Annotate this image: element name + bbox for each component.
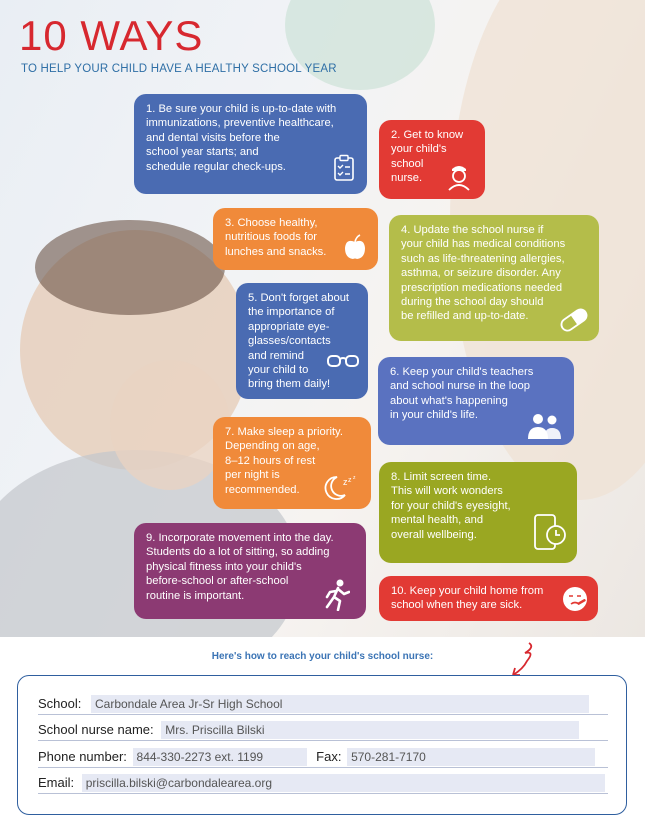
school-label: School: xyxy=(38,696,82,711)
people-icon xyxy=(526,413,564,439)
svg-text:z: z xyxy=(343,477,348,487)
divider xyxy=(38,767,608,768)
running-person-icon xyxy=(324,579,350,611)
tip-card-9 xyxy=(134,523,366,619)
tip-text-3: 3. Choose healthy, nutritious foods for lunches and snacks. xyxy=(225,217,327,258)
nurse-label: School nurse name: xyxy=(38,722,154,737)
glasses-icon xyxy=(326,353,360,369)
tip-text-1: 1. Be sure your child is up-to-date with immunizations, preventive healthcare, and dental visits before the school year starts; and schedule regular check-ups. xyxy=(146,103,337,173)
page-subtitle: TO HELP YOUR CHILD HAVE A HEALTHY SCHOOL YEAR xyxy=(21,63,337,75)
background-boy-hair-shape xyxy=(35,220,225,315)
background-hand-shape xyxy=(110,360,230,490)
tip-text-5: 5. Don't forget about the importance of appropriate eye- glasses/contacts and remind your child to bring them daily! xyxy=(248,292,350,391)
tip-text-2: 2. Get to know your child's school nurse. xyxy=(391,129,464,185)
apple-icon xyxy=(344,234,366,260)
divider xyxy=(38,714,608,715)
tip-card-6 xyxy=(378,357,574,445)
tip-text-6: 6. Keep your child's teachers and school nurse in the loop about what's happening in your child's life. xyxy=(390,366,534,422)
divider xyxy=(38,793,608,794)
school-row xyxy=(38,695,589,713)
contact-heading: Here's how to reach your child's school nurse: xyxy=(211,651,434,662)
nurse-name-field[interactable]: Mrs. Priscilla Bilski xyxy=(161,721,579,739)
tip-card-5 xyxy=(236,283,368,399)
nurse-icon xyxy=(447,161,471,191)
school-field[interactable]: Carbondale Area Jr-Sr High School xyxy=(91,695,589,713)
phone-field[interactable]: 844-330-2273 ext. 1199 xyxy=(133,748,307,766)
tip-text-10: 10. Keep your child home from school when they are sick. xyxy=(391,585,544,612)
svg-text:z: z xyxy=(353,475,356,481)
tip-text-9: 9. Incorporate movement into the day. Students do a lot of sitting, so adding physical fitness into your child's before-school or after-school routine is important. xyxy=(146,532,334,602)
email-label: Email: xyxy=(38,775,75,790)
fax-label: Fax: xyxy=(316,749,342,764)
sleep-moon-icon xyxy=(323,473,359,501)
tip-card-4 xyxy=(389,215,599,341)
phone-clock-icon xyxy=(533,513,567,551)
email-field[interactable]: priscilla.bilski@carbondalearea.org xyxy=(82,774,605,792)
email-row xyxy=(38,774,605,792)
page-title: 10 WAYS xyxy=(19,12,204,59)
sick-face-icon xyxy=(562,586,588,612)
tip-card-8 xyxy=(379,462,577,563)
contact-form xyxy=(17,675,627,815)
nurse-row xyxy=(38,721,579,739)
tip-text-7: 7. Make sleep a priority. Depending on age, 8–12 hours of rest per night is recommended. xyxy=(225,426,343,496)
phone-label: Phone number: xyxy=(38,749,127,764)
tip-text-8: 8. Limit screen time. This will work wonders for your child's eyesight, mental health, and overall wellbeing. xyxy=(391,471,511,541)
tip-card-1 xyxy=(134,94,367,194)
pill-icon xyxy=(557,307,591,333)
clipboard-icon xyxy=(333,154,355,182)
tip-card-2 xyxy=(379,120,485,199)
tip-text-4: 4. Update the school nurse if your child has medical conditions such as life-threatening allergies, asthma, or seizure disorder. Any prescription medications needed during the school day should be refilled and up-to-date. xyxy=(401,224,566,323)
phone-row xyxy=(38,748,595,766)
tip-card-3 xyxy=(213,208,378,270)
divider xyxy=(38,740,608,741)
background-tree-shape xyxy=(285,0,435,90)
svg-text:z: z xyxy=(348,477,352,484)
fax-field[interactable]: 570-281-7170 xyxy=(347,748,595,766)
tip-card-10 xyxy=(379,576,598,621)
tip-card-7 xyxy=(213,417,371,509)
